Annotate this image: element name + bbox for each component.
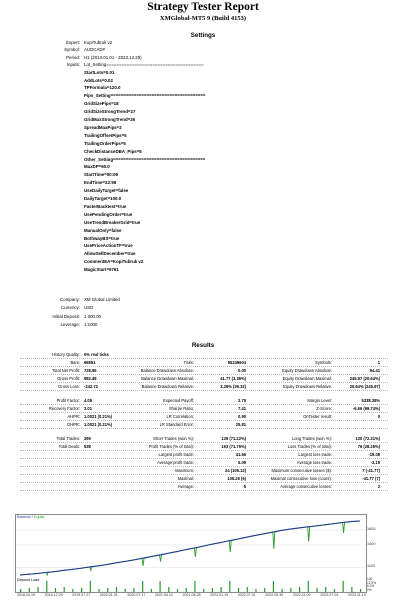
input-parameter: GridMaxStrongTrend=26 <box>84 117 136 122</box>
deposit-load-bar <box>316 588 317 592</box>
input-parameter: Pips_Setting===================================== <box>84 93 206 99</box>
result-value: 76 (28.25%) <box>357 444 380 449</box>
deposit-load-bar <box>290 588 291 592</box>
input-parameter: MagicStart=9761 <box>84 267 119 273</box>
result-separator <box>20 382 388 383</box>
result-value: 0.90 <box>238 414 246 419</box>
settings-label: Expert: <box>66 40 80 45</box>
deposit-tick-label: 100 <box>367 577 373 581</box>
x-tick-label: 2016.04.19 <box>17 593 35 597</box>
result-value: 7 (-41.77) <box>362 468 380 473</box>
x-tick-label: 2023.07.04 <box>320 593 339 597</box>
deposit-tick-label: 6.2% <box>367 584 375 589</box>
result-label: Total Deals: <box>58 444 80 449</box>
result-value: 1 <box>377 360 380 365</box>
settings-value: KopiTubruk v2 <box>84 40 113 45</box>
input-parameter: AllowSellDecember=true <box>84 251 136 257</box>
report-title: Strategy Tester Report <box>147 1 259 13</box>
result-value: -3.19 <box>370 460 380 465</box>
result-label: OnTester result: <box>303 414 332 419</box>
result-value: 538 <box>84 444 91 449</box>
result-label: Largest profit trade: <box>158 452 194 457</box>
result-label: Long Trades (won %): <box>291 436 332 441</box>
deposit-load-bar <box>334 589 335 592</box>
result-separator <box>20 374 388 375</box>
x-tick-label: 2020.01.31 <box>99 593 118 597</box>
deposit-load-bar <box>299 587 300 592</box>
result-value: 0.00 <box>238 368 246 373</box>
result-label: Total Trades: <box>56 436 80 441</box>
y-tick-label: 1100 <box>367 564 376 568</box>
input-parameter: GridSizeStrongTrend=27 <box>84 109 136 115</box>
y-tick-label: 1400 <box>367 541 376 546</box>
result-separator <box>20 450 388 451</box>
result-label: Expected Payoff: <box>163 398 194 403</box>
result-separator <box>20 490 388 491</box>
input-parameter: EndTime=22:59 <box>84 180 117 186</box>
result-label: Average consecutive losses: <box>280 484 332 489</box>
deposit-load-bar <box>177 589 178 592</box>
settings-value: 1 000.00 <box>84 313 102 319</box>
x-tick-label: 2022.07.31 <box>237 593 256 597</box>
legend-balance: Balance <box>17 515 31 519</box>
result-value: 982.48 <box>84 376 97 381</box>
deposit-tick-label: 0% <box>367 587 372 592</box>
result-value: 105.26 (6) <box>227 476 246 481</box>
result-value: 3.29% (39.32) <box>220 384 246 389</box>
deposit-load-bar <box>142 581 143 592</box>
deposit-load-bar <box>238 588 239 592</box>
deposit-load-bar <box>55 588 56 592</box>
result-value: -19.08 <box>368 452 380 457</box>
input-parameter: CommentEA=KopiTubruk v2 <box>84 259 144 265</box>
deposit-load-bar <box>64 587 65 592</box>
result-separator <box>20 482 388 483</box>
settings-value: USD <box>84 305 94 311</box>
input-parameter: TPFormula=120.0 <box>84 85 121 91</box>
deposit-load-bar <box>247 587 248 592</box>
settings-label: Currency: <box>60 305 80 311</box>
chart-legend: Balance / Equity <box>17 515 45 519</box>
result-label: AHPR: <box>67 414 80 419</box>
result-value: -41.77 (7) <box>362 476 380 481</box>
deposit-load-bar <box>194 581 195 592</box>
result-label: Profit Trades (% of total): <box>148 444 194 449</box>
deposit-load-bar <box>255 589 256 592</box>
settings-value: Lot_Setting====================================== <box>84 62 204 68</box>
result-label: Bars: <box>70 360 80 365</box>
result-value: 3.01 <box>84 406 92 411</box>
result-value: 1.0021 (0.21%) <box>84 414 112 419</box>
result-separator <box>20 358 388 359</box>
result-label: Maximal: <box>177 476 194 481</box>
result-label: Equity Drawdown Relative: <box>283 384 332 389</box>
result-label: LR Correlation: <box>166 414 194 419</box>
deposit-load-bar <box>46 581 47 592</box>
result-label: Gross Profit: <box>57 376 80 381</box>
result-label: Balance Drawdown Maximal: <box>141 376 194 381</box>
result-value: 193 (71.75%) <box>221 444 246 449</box>
input-parameter: UsePriceActionTF=true <box>84 243 133 249</box>
result-value: 130 (72.31%) <box>355 436 380 441</box>
result-value: 139 (71.22%) <box>221 436 246 441</box>
result-value: 5.09 <box>238 460 246 465</box>
deposit-load-bar <box>98 589 99 592</box>
result-value: 269 <box>84 436 91 441</box>
y-tick-label: 1600 <box>367 526 376 531</box>
settings-value: 1:1000 <box>84 321 98 327</box>
result-label: Average: <box>177 484 194 489</box>
x-tick-label: 2020.07.17 <box>127 593 146 597</box>
result-value: 54.41 <box>369 368 380 373</box>
result-label: Average loss trade: <box>296 460 332 465</box>
result-label: Maximum consecutive losses ($): <box>271 468 332 473</box>
deposit-load-bar <box>20 589 21 592</box>
settings-label: Period: <box>66 54 80 60</box>
deposit-load-bar <box>186 588 187 592</box>
x-tick-label: 2022.01.19 <box>210 593 229 597</box>
result-separator <box>20 404 388 405</box>
input-parameter: UseTrendBreakerGrid=true <box>84 219 141 225</box>
deposit-load-bar <box>360 589 361 592</box>
result-label: Total Net Profit: <box>52 368 80 373</box>
result-label: Loss Trades (% of total): <box>287 444 332 449</box>
settings-label: Leverage: <box>60 321 80 327</box>
deposit-load-bar <box>343 581 344 592</box>
x-tick-label: 2023.11.19 <box>348 593 366 597</box>
report-subtitle: XMGlobal-MT5 9 (Build 4153) <box>159 15 247 22</box>
result-value: 728.96 <box>84 368 97 373</box>
input-parameter: SpreadMaxPips=2 <box>84 124 122 130</box>
balance-line <box>20 521 360 575</box>
result-label: Gross Loss: <box>58 384 80 389</box>
result-label: Margin Level: <box>307 398 332 403</box>
result-value: 0 <box>377 414 380 419</box>
result-value: 7.41 <box>238 406 246 411</box>
result-value: 4.05 <box>84 398 92 403</box>
settings-value: H1 (2013.01.01 - 2023.12.29) <box>84 54 142 60</box>
deposit-load-bar <box>29 588 30 592</box>
input-parameter: FasterBacktest=true <box>84 203 127 209</box>
result-label: Sharpe Ratio: <box>168 406 194 411</box>
result-label: Maximum: <box>175 468 194 473</box>
result-separator <box>20 366 388 367</box>
result-value: 95249604 <box>227 360 246 365</box>
settings-label: Symbol: <box>64 47 80 53</box>
result-value: 245.97 (20.64%) <box>349 376 380 381</box>
result-label: Largest loss trade: <box>298 452 332 457</box>
x-tick-label: 2021.08.28 <box>182 593 201 597</box>
result-label: Profit Factor: <box>56 398 80 403</box>
input-parameter: CheckDistanceDBA_Pips=5 <box>84 148 142 154</box>
deposit-load-bar <box>81 588 82 592</box>
result-separator <box>20 458 388 459</box>
result-label: Short Trades (won %): <box>153 436 194 441</box>
x-tick-label: 2022.11.09 <box>292 593 311 597</box>
deposit-load-bar <box>264 588 265 592</box>
result-label: Maximal consecutive loss (count): <box>270 476 332 481</box>
result-value: -242.72 <box>84 384 98 389</box>
input-parameter: BothwayBS=true <box>84 235 120 241</box>
result-value: 25.81 <box>235 422 246 427</box>
result-label: History Quality: <box>52 352 80 357</box>
result-separator <box>20 412 388 413</box>
input-parameter: StartLots=0.01 <box>84 69 115 75</box>
x-tick-label: 2022.09.30 <box>265 593 284 597</box>
deposit-load-chart <box>15 578 367 593</box>
input-parameter: StartTime=00:05 <box>84 172 118 178</box>
deposit-load-bar <box>168 587 169 592</box>
deposit-load-bar <box>308 581 309 592</box>
results-heading: Results <box>191 342 215 349</box>
result-value: 41.66 <box>235 452 246 457</box>
settings-heading: Settings <box>190 32 216 39</box>
result-value: 41.77 (3.35%) <box>220 376 246 381</box>
deposit-load-bar <box>273 581 274 592</box>
input-parameter: GridSizePips=18 <box>84 101 119 107</box>
settings-value: AUDCAD# <box>84 47 105 53</box>
result-separator <box>20 420 388 421</box>
deposit-load-bar <box>133 588 134 592</box>
deposit-load-bar <box>151 589 152 592</box>
deposit-load-bar <box>159 581 160 592</box>
input-parameter: DailyTarget=100.0 <box>84 196 122 201</box>
x-tick-label: 2016.12.29 <box>44 593 63 597</box>
result-value: 20.64% (245.97) <box>349 384 380 389</box>
result-value: 96851 <box>84 360 96 365</box>
result-separator <box>20 466 388 467</box>
x-tick-label: 2021.04.12 <box>154 593 173 597</box>
result-value: 5 <box>243 484 246 489</box>
deposit-load-bar <box>221 587 222 592</box>
result-label: Average profit trade: <box>156 460 194 465</box>
deposit-load-bar <box>125 589 126 592</box>
input-parameter: ManualOnly=false <box>84 227 122 233</box>
result-separator <box>20 442 388 443</box>
deposit-load-bar <box>212 588 213 592</box>
result-value: 0% real ticks <box>84 352 109 357</box>
input-parameter: Other_Setting==================================== <box>84 156 206 162</box>
input-parameter: AddLots=0.02 <box>84 77 113 83</box>
input-parameter: UseDailyTarget=false <box>84 188 129 194</box>
result-label: GHPR: <box>67 422 80 427</box>
result-label: LR Standard Error: <box>159 422 194 427</box>
result-value: 24 (105.12) <box>225 468 246 473</box>
result-label: Symbols: <box>315 360 332 365</box>
deposit-load-bar <box>107 588 108 592</box>
result-label: Ticks: <box>183 360 194 365</box>
deposit-load-bar <box>325 587 326 592</box>
result-separator <box>20 428 388 429</box>
result-label: Balance Drawdown Relative: <box>141 384 194 389</box>
deposit-load-label: Deposit Load <box>17 578 40 582</box>
result-label: Equity Drawdown Absolute: <box>282 368 332 373</box>
deposit-load-bar <box>203 589 204 592</box>
settings-label: Initial Deposit: <box>52 313 80 319</box>
result-separator <box>20 390 388 391</box>
result-label: Equity Drawdown Maximal: <box>282 376 332 381</box>
equity-line <box>20 521 360 575</box>
deposit-load-bar <box>229 581 230 592</box>
deposit-load-bar <box>282 589 283 592</box>
input-parameter: TrailingOrderPips=5 <box>84 140 126 146</box>
result-value: 5338.38% <box>361 398 380 403</box>
input-parameter: TrailingOffsetPips=5 <box>84 132 127 138</box>
balance-equity-chart <box>15 514 367 580</box>
result-value: 2.75 <box>238 398 246 403</box>
deposit-load-bar <box>116 587 117 592</box>
legend-equity: Equity <box>33 515 45 519</box>
x-tick-label: 2019.07.27 <box>72 593 91 597</box>
settings-label: Company: <box>59 297 80 302</box>
deposit-load-bar <box>72 589 73 592</box>
result-value: 1.0021 (0.21%) <box>84 422 112 427</box>
result-label: Recovery Factor: <box>48 406 80 411</box>
settings-label: Inputs: <box>66 62 80 68</box>
settings-value: XM Global Limited <box>84 297 120 302</box>
input-parameter: MaxDP=60.0 <box>84 164 110 170</box>
deposit-tick-label: 12.5% <box>367 580 377 585</box>
result-value: -6.66 (99.74%) <box>352 406 380 411</box>
result-label: Z-Score: <box>316 406 332 411</box>
deposit-load-bar <box>37 587 38 592</box>
result-separator <box>20 474 388 475</box>
balance-equity-svg <box>16 515 366 579</box>
deposit-load-bar <box>351 587 352 592</box>
result-label: Balance Drawdown Absolute: <box>140 368 194 373</box>
input-parameter: UsePendingOrder=true <box>84 211 133 217</box>
deposit-load-bar <box>90 581 91 592</box>
result-value: 2 <box>377 484 380 489</box>
deposit-load-svg <box>16 578 366 592</box>
